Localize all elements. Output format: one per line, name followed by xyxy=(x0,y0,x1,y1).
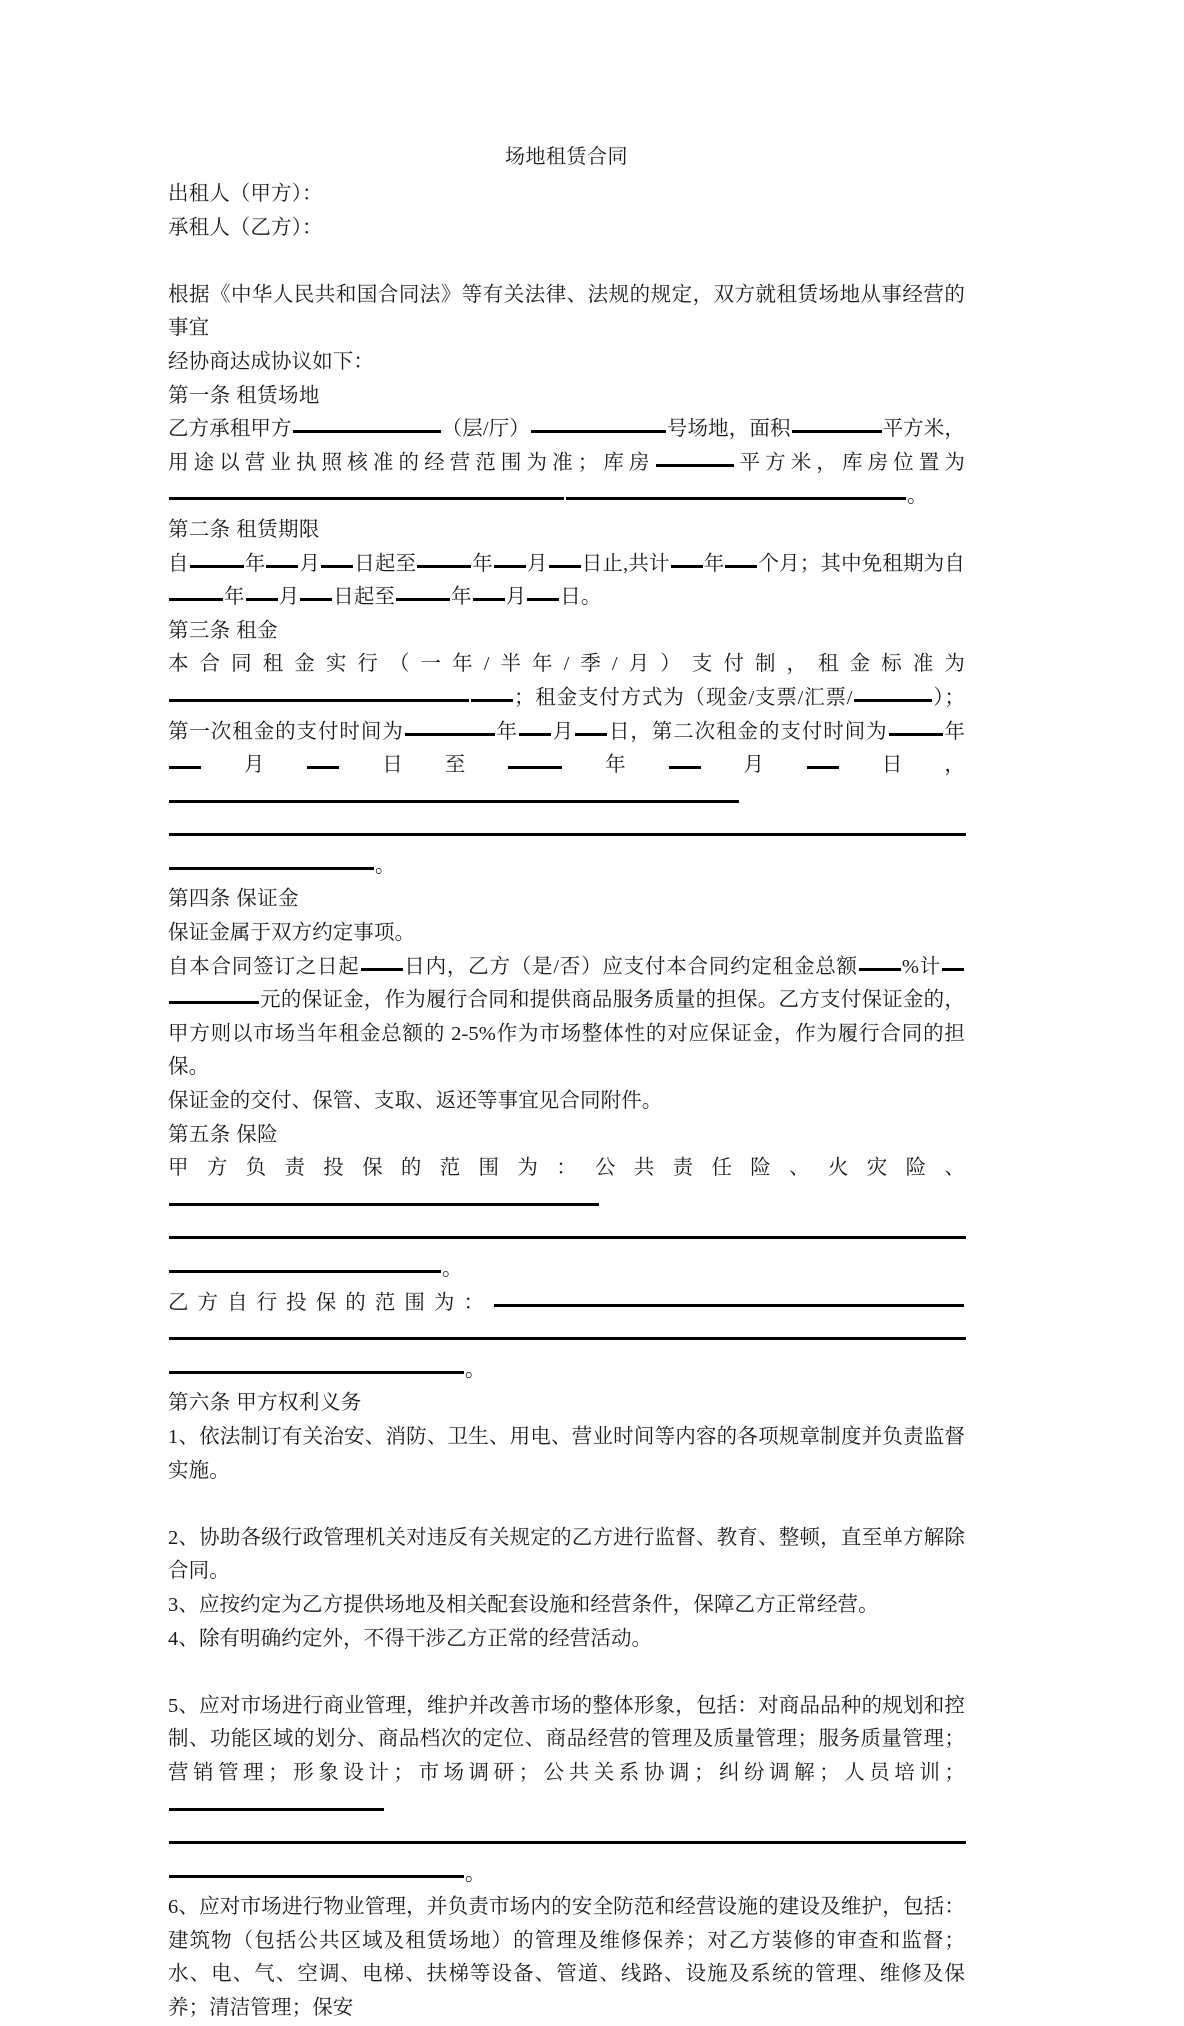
blank-field[interactable] xyxy=(671,551,703,568)
clause-2-seg-16: 日。 xyxy=(560,586,602,609)
clause-2-seg-12: 月 xyxy=(278,586,300,609)
clause-6-item-1: 1、依法制订有关治安、消防、卫生、用电、营业时间等内容的各项规章制度并负责监督实施。 xyxy=(168,1425,965,1482)
blank-field[interactable] xyxy=(266,551,298,568)
clause-4-seg-4: 元的保证金，作为履行合同和提供商品服务质量的担保。乙方支付保证金的， xyxy=(260,989,965,1012)
clause-3-seg-13: 。 xyxy=(375,854,396,877)
clause-1-seg-2: （层/厅） xyxy=(441,418,530,441)
party-lessor: 出租人（甲方）： xyxy=(168,183,323,205)
blank-field[interactable] xyxy=(725,551,757,568)
blank-field[interactable] xyxy=(531,416,666,433)
blank-field[interactable] xyxy=(527,584,559,601)
clause-3-seg-4: 年 xyxy=(495,720,518,743)
clause-2-seg-7: 日止,共计 xyxy=(581,552,670,575)
clause-3-seg-2: ；租金支付方式为（现金/支票/汇票/ xyxy=(514,686,853,709)
clause-6-heading: 第六条 甲方权利义务 xyxy=(168,1392,362,1415)
blank-field[interactable] xyxy=(169,1827,966,1844)
clause-2-seg-9: 个月；其中 xyxy=(758,552,862,575)
clause-1-seg-3: 号场地，面积 xyxy=(666,418,791,441)
clause-3-seg-8: 月 xyxy=(202,754,307,777)
blank-field[interactable] xyxy=(405,719,495,736)
blank-field[interactable] xyxy=(396,584,450,601)
clause-5-party-b-insurance xyxy=(168,1287,965,1388)
clause-3-seg-9: 日至 xyxy=(340,754,508,777)
clause-2-seg-8: 年 xyxy=(703,552,725,575)
blank-field[interactable] xyxy=(471,685,513,702)
clause-5-heading: 第五条 保险 xyxy=(168,1123,279,1146)
clause-1-seg-5: 平方米，库房位置为 xyxy=(734,451,965,474)
blank-field[interactable] xyxy=(169,819,966,836)
preamble-line-1: 根据《中华人民共和国合同法》等有关法律、法规的规定，双方就租赁场地从事经营的事宜 xyxy=(168,283,965,340)
page-title: 场地租赁合同 xyxy=(505,146,628,168)
clause-6-item-2: 2、协助各级行政管理机关对违反有关规定的乙方进行监督、教育、整顿，直至单方解除合同。 xyxy=(168,1526,965,1583)
clause-6-item-3: 3、应按约定为乙方提供场地及相关配套设施和经营条件，保障乙方正常经营。 xyxy=(168,1593,879,1616)
blank-field[interactable] xyxy=(361,954,403,971)
clause-2-seg-3: 月 xyxy=(299,552,321,575)
document-body xyxy=(168,140,965,2026)
clause-2-seg-5: 年 xyxy=(472,552,493,575)
blank-field[interactable] xyxy=(169,1189,599,1206)
clause-1-seg-1: 乙方承租甲方 xyxy=(168,418,292,441)
blank-field[interactable] xyxy=(169,1861,464,1878)
clause-4-heading: 第四条 保证金 xyxy=(168,888,299,911)
blank-field[interactable] xyxy=(669,752,701,769)
party-lessee: 承租人（乙方）： xyxy=(168,216,323,239)
clause-1-heading: 第一条 租赁场地 xyxy=(168,384,320,407)
clause-2-seg-4: 日起至 xyxy=(354,552,417,575)
blank-field[interactable] xyxy=(169,483,564,500)
blank-field[interactable] xyxy=(792,416,882,433)
blank-field[interactable] xyxy=(169,987,259,1004)
blank-field[interactable] xyxy=(169,1256,441,1273)
clause-2-seg-14: 年 xyxy=(451,586,472,609)
clause-3-heading: 第三条 租金 xyxy=(168,619,279,642)
blank-field[interactable] xyxy=(169,1222,966,1239)
preamble-line-2: 经协商达成协议如下： xyxy=(168,350,374,373)
clause-2-seg-2: 年 xyxy=(244,552,266,575)
clause-5-seg-a1: 甲方负责投保的范围为：公共责任险、火灾险、 xyxy=(168,1157,965,1180)
blank-field[interactable] xyxy=(169,1357,464,1374)
spacer-line xyxy=(168,245,965,279)
blank-field[interactable] xyxy=(169,752,201,769)
blank-field[interactable] xyxy=(494,551,526,568)
clause-5-seg-b2: 。 xyxy=(465,1358,486,1381)
blank-field[interactable] xyxy=(549,551,581,568)
blank-field[interactable] xyxy=(169,584,223,601)
clause-1-body xyxy=(168,413,965,514)
clause-6-item-5 xyxy=(168,1690,965,1892)
blank-field[interactable] xyxy=(494,1290,964,1307)
clause-6-item-4: 4、除有明确约定外，不得干涉乙方正常的经营活动。 xyxy=(168,1627,653,1650)
blank-field[interactable] xyxy=(169,1794,384,1811)
blank-field[interactable] xyxy=(169,786,739,803)
blank-field[interactable] xyxy=(656,450,734,467)
blank-field[interactable] xyxy=(307,752,339,769)
clause-4-seg-1: 自本合同签订之日起 xyxy=(168,955,360,978)
blank-field[interactable] xyxy=(473,584,505,601)
clause-3-seg-10: 年 xyxy=(563,754,668,777)
clause-6-item-6: 6、应对市场进行物业管理，并负责市场内的安全防范和经营设施的建设及维护，包括：建筑物（包括公共区域及租赁场地）的管理及维修保养；对乙方装修的审查和监督；水、电、气、空调、电梯、扶梯等设备、管道、线路、设施及系统的管理、维修及保养；清洁管理；保安 xyxy=(168,1896,965,2020)
spacer-line xyxy=(168,1488,965,1522)
blank-field[interactable] xyxy=(942,954,964,971)
clause-2-body xyxy=(168,548,965,615)
blank-field[interactable] xyxy=(293,416,441,433)
clause-4-seg-2: 日内，乙方（是/否）应支付本合同约定租金总额 xyxy=(403,955,858,978)
clause-5-seg-a2: 。 xyxy=(442,1258,463,1280)
blank-field[interactable] xyxy=(169,853,374,870)
blank-field[interactable] xyxy=(417,551,471,568)
blank-field[interactable] xyxy=(508,752,562,769)
clause-4-body xyxy=(168,951,965,1085)
spacer-line xyxy=(168,1656,965,1690)
clause-3-seg-12: 日， xyxy=(840,754,966,777)
clause-1-seg-6: 。 xyxy=(907,485,928,508)
clause-3-seg-11: 月 xyxy=(701,754,807,777)
clause-2-seg-10: 免租期为自 xyxy=(861,552,966,575)
blank-field[interactable] xyxy=(169,1323,966,1340)
clause-2-seg-6: 月 xyxy=(526,552,548,575)
clause-1-seg-4: 平方米，用途以营业执照核准的经营范围为准；库房 xyxy=(168,418,965,474)
clause-5-party-a-insurance xyxy=(168,1152,965,1286)
blank-field[interactable] xyxy=(246,584,278,601)
clause-2-seg-15: 月 xyxy=(505,586,527,609)
blank-field[interactable] xyxy=(190,551,244,568)
clause-3-body xyxy=(168,648,965,883)
clause-3-seg-3: ）；第一次租金的支付时间为 xyxy=(168,686,965,743)
clause-2-seg-11: 年 xyxy=(224,586,245,609)
clause-6-item-5-tail: 。 xyxy=(465,1862,486,1885)
clause-6-item-5-text: 5、应对市场进行商业管理，维护并改善市场的整体形象，包括：对商品品种的规划和控制、功能区域的划分、商品档次的定位、商品经营的管理及质量管理；服务质量管理；营销管理；形象设计；市场调研；公共关系协调；纠纷调解；人员培训； xyxy=(168,1694,965,1784)
clause-3-seg-1: 本合同租金实行（一年/半年/季/月）支付制，租金标准为 xyxy=(168,653,965,676)
clause-4-intro: 保证金属于双方约定事项。 xyxy=(168,922,416,945)
clause-2-heading: 第二条 租赁期限 xyxy=(168,518,320,541)
blank-field[interactable] xyxy=(889,719,943,736)
clause-2-seg-13: 日起至 xyxy=(333,586,396,609)
blank-field[interactable] xyxy=(575,719,607,736)
clause-5-seg-b1: 乙方自行投保的范围为： xyxy=(168,1291,493,1314)
blank-field[interactable] xyxy=(566,483,906,500)
clause-2-seg-1: 自 xyxy=(168,552,189,575)
blank-field[interactable] xyxy=(169,685,469,702)
clause-4-deposit-note: 保证金的交付、保管、支取、返还等事宜见合同附件。 xyxy=(168,1090,663,1113)
clause-4-seg-3: %计 xyxy=(901,955,941,978)
clause-4-seg-5: 甲方则以市场当年租金总额的 2-5%作为市场整体性的对应保证金，作为履行合同的担保。 xyxy=(168,1022,965,1079)
blank-field[interactable] xyxy=(859,954,901,971)
clause-3-seg-7: 年 xyxy=(943,720,965,743)
blank-field[interactable] xyxy=(519,719,551,736)
blank-field[interactable] xyxy=(321,551,353,568)
blank-field[interactable] xyxy=(300,584,332,601)
blank-field[interactable] xyxy=(854,685,932,702)
clause-3-seg-5: 月 xyxy=(551,720,575,743)
clause-3-seg-6: 日，第二次租金的支付时间为 xyxy=(608,720,888,743)
blank-field[interactable] xyxy=(807,752,839,769)
